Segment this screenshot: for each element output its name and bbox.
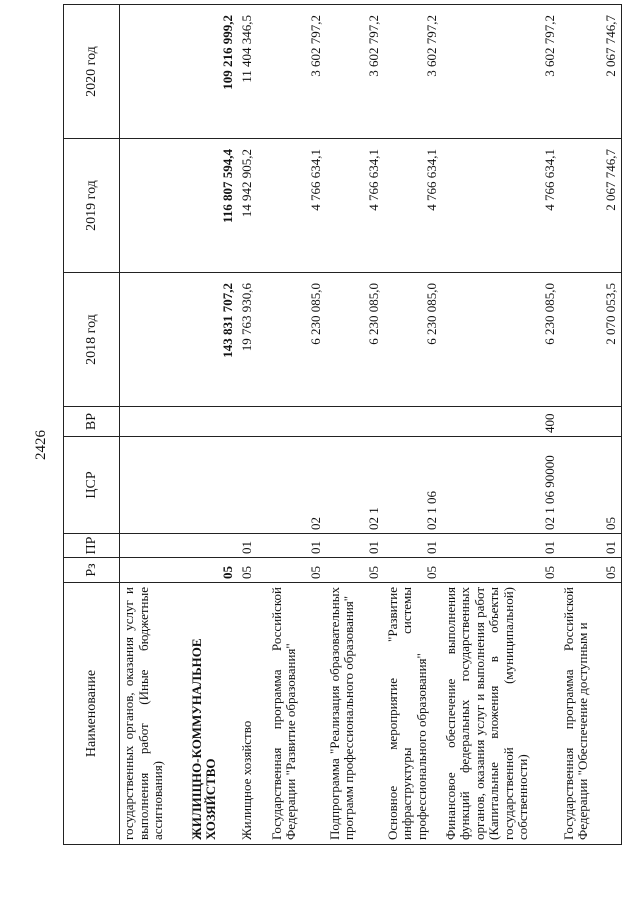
row-vr: [120, 407, 188, 437]
row-2018: 6 230 085,0: [326, 273, 384, 407]
row-rz: 05: [268, 558, 326, 583]
row-rz: 05: [326, 558, 384, 583]
row-rz: 05: [560, 558, 622, 583]
row-vr: [384, 407, 442, 437]
row-csr: 02: [268, 437, 326, 534]
row-vr: 400: [442, 407, 560, 437]
row-pr: 01: [560, 534, 622, 558]
row-2020: 3 602 797,2: [268, 5, 326, 139]
row-name: Подпрограмма "Реализация образовательных программ профессионального образования": [326, 583, 384, 845]
header-name: Наименование: [64, 583, 120, 845]
header-vr: ВР: [64, 407, 120, 437]
row-csr: 02 1 06: [384, 437, 442, 534]
row-pr: [188, 534, 238, 558]
row-2019: 4 766 634,1: [442, 139, 560, 273]
row-vr: [268, 407, 326, 437]
table-row: [188, 5, 238, 845]
table-header-row: [64, 5, 120, 845]
table-row: [442, 5, 560, 845]
row-csr: [188, 437, 238, 534]
row-rz: 05: [442, 558, 560, 583]
row-name: Государственная программа Российской Федерации "Обеспечение доступным и: [560, 583, 622, 845]
row-2018: 6 230 085,0: [442, 273, 560, 407]
row-csr: 02 1 06 90000: [442, 437, 560, 534]
row-2019: [120, 139, 188, 273]
row-rz: 05: [238, 558, 268, 583]
row-2018: 143 831 707,2: [188, 273, 238, 407]
row-vr: [326, 407, 384, 437]
row-2018: 19 763 930,6: [238, 273, 268, 407]
row-csr: [120, 437, 188, 534]
row-2018: [120, 273, 188, 407]
row-2019: 2 067 746,7: [560, 139, 622, 273]
row-rz: 05: [384, 558, 442, 583]
header-2019: 2019 год: [64, 139, 120, 273]
row-2019: 116 807 594,4: [188, 139, 238, 273]
row-csr: 02 1: [326, 437, 384, 534]
table-row: [268, 5, 326, 845]
row-2018: 6 230 085,0: [268, 273, 326, 407]
header-pr: ПР: [64, 534, 120, 558]
row-2018: 2 070 053,5: [560, 273, 622, 407]
budget-table: [63, 4, 622, 845]
row-pr: 01: [268, 534, 326, 558]
page-number: 2426: [33, 430, 49, 460]
row-2019: 4 766 634,1: [268, 139, 326, 273]
row-2020: 11 404 346,5: [238, 5, 268, 139]
row-vr: [188, 407, 238, 437]
row-2020: 2 067 746,7: [560, 5, 622, 139]
row-vr: [238, 407, 268, 437]
header-2020: 2020 год: [64, 5, 120, 139]
row-2020: [120, 5, 188, 139]
header-2018: 2018 год: [64, 273, 120, 407]
row-name: Жилищное хозяйство: [238, 583, 268, 845]
row-vr: [560, 407, 622, 437]
header-rz: Рз: [64, 558, 120, 583]
row-2020: 3 602 797,2: [326, 5, 384, 139]
row-name: Основное мероприятие "Развитие инфраструктуры системы профессионального образования": [384, 583, 442, 845]
row-2019: 4 766 634,1: [384, 139, 442, 273]
row-name: государственных органов, оказания услуг и выполнения работ (Иные бюджетные ассигнования): [120, 583, 188, 845]
table-row: [326, 5, 384, 845]
row-csr: 05: [560, 437, 622, 534]
row-pr: 01: [326, 534, 384, 558]
row-2019: 4 766 634,1: [326, 139, 384, 273]
row-pr: 01: [238, 534, 268, 558]
row-2020: 109 216 999,2: [188, 5, 238, 139]
row-name: ЖИЛИЩНО-КОММУНАЛЬНОЕ ХОЗЯЙСТВО: [188, 583, 238, 845]
row-2020: 3 602 797,2: [384, 5, 442, 139]
row-name: Государственная программа Российской Федерации "Развитие образования": [268, 583, 326, 845]
table-row: [560, 5, 622, 845]
row-pr: 01: [384, 534, 442, 558]
table-row: [238, 5, 268, 845]
table-row: [384, 5, 442, 845]
row-pr: 01: [442, 534, 560, 558]
row-2018: 6 230 085,0: [384, 273, 442, 407]
row-rz: [120, 558, 188, 583]
row-pr: [120, 534, 188, 558]
row-name: Финансовое обеспечение выполнения функций федеральных государственных органов, оказания услуг и выполнения работ (Капитальные вложения в объекты государственной (муниципальной) собственности): [442, 583, 560, 845]
header-csr: ЦСР: [64, 437, 120, 534]
row-2020: 3 602 797,2: [442, 5, 560, 139]
row-2019: 14 942 905,2: [238, 139, 268, 273]
row-rz: 05: [188, 558, 238, 583]
row-csr: [238, 437, 268, 534]
table-row: [120, 5, 188, 845]
